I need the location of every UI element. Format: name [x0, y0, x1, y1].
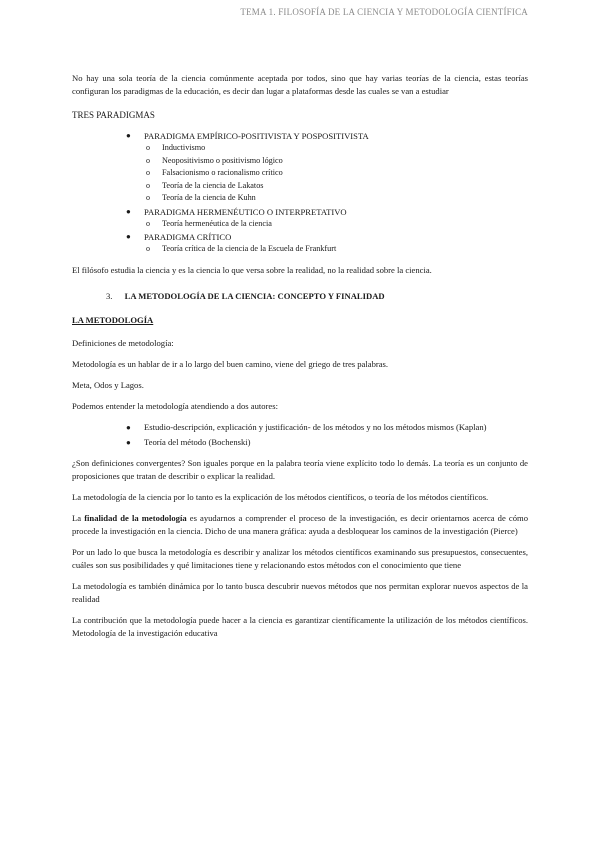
dynamic-paragraph: La metodología es también dinámica por lo tanto busca descubrir nuevos métodos que nos permitan explorar nuevos aspectos de la realidad	[72, 580, 528, 604]
sublist-text: Inductivismo	[162, 143, 206, 152]
sublist-item	[146, 167, 528, 180]
purpose-bold: finalidad de la metodología	[84, 512, 187, 523]
paradigm-sublist	[144, 218, 528, 231]
paradigm-item	[126, 231, 528, 256]
explanation-paragraph: La metodología de la ciencia por lo tanto es la explicación de los métodos científicos, o teoría de los métodos científicos.	[72, 491, 489, 502]
paradigm-sublist	[144, 142, 528, 205]
sublist-item	[146, 192, 528, 205]
philosopher-paragraph: El filósofo estudia la ciencia y es la ciencia lo que versa sobre la realidad, no la realidad sobre la ciencia.	[72, 264, 432, 275]
authors-intro: Podemos entender la metodología atendiendo a dos autores:	[72, 400, 278, 411]
running-header: TEMA 1. FILOSOFÍA DE LA CIENCIA Y METODOLOGÍA CIENTÍFICA	[240, 7, 528, 17]
section-number: 3.	[106, 290, 113, 301]
paradigm-item	[126, 130, 528, 205]
bullet-icon: ●	[126, 131, 131, 140]
sublist-text: Neopositivismo o positivismo lógico	[162, 155, 283, 165]
document-body	[72, 72, 528, 648]
circle-bullet-icon: o	[146, 193, 150, 202]
sublist-text: Teoría de la ciencia de Lakatos	[162, 180, 264, 190]
section-3-heading	[106, 291, 528, 301]
sublist-text: Teoría crítica de la ciencia de la Escuela de Frankfurt	[162, 244, 337, 253]
convergent-paragraph: ¿Son definiciones convergentes? Son iguales porque en la palabra teoría viene explícito todo lo demás. La teoría es un conjunto de proposiciones que tratan de describir o explicar la realidad.	[72, 457, 528, 481]
author-text: Estudio-descripción, explicación y justificación- de los métodos y no los métodos mismos (Kaplan)	[144, 421, 487, 432]
authors-list	[72, 421, 528, 449]
subsection-heading: LA METODOLOGÍA	[72, 314, 154, 325]
paradigms-heading: TRES PARADIGMAS	[72, 110, 155, 120]
sublist-item	[146, 243, 528, 256]
purpose-pre: La	[72, 512, 85, 523]
purpose-paragraph	[72, 512, 528, 538]
author-text: Teoría del método (Bochenski)	[144, 436, 251, 447]
sublist-text: Falsacionismo o racionalismo crítico	[162, 168, 283, 177]
contribution-paragraph: La contribución que la metodología puede hacer a la ciencia es garantizar científicamente la utilización de los métodos científicos. Metodología de la investigación educativa	[72, 614, 528, 638]
circle-bullet-icon: o	[146, 143, 150, 152]
paradigm-sublist	[144, 243, 528, 256]
sublist-item	[146, 218, 528, 231]
definitions-label: Definiciones de metodología:	[72, 337, 174, 348]
purpose-post: es ayudarnos a comprender el proceso de la investigación, es decir orientarnos acerca de cómo procede la investigación en la ciencia. Dicho de una manera gráfica: ayuda a desbloquear los caminos de la investigación (Pierce)	[72, 512, 528, 536]
paradigm-item	[126, 206, 528, 231]
etymology-paragraph: Metodología es un hablar de ir a lo largo del buen camino, viene del griego de tres palabras.	[72, 358, 389, 369]
circle-bullet-icon: o	[146, 244, 150, 253]
describe-paragraph: Por un lado lo que busca la metodología es describir y analizar los métodos científicos examinando sus presupuestos, consecuentes, cuáles son sus posibilidades y qué limitaciones tiene y relacionando estos métodos con el conocimiento que tiene	[72, 546, 528, 570]
circle-bullet-icon: o	[146, 180, 150, 190]
paradigm-label: PARADIGMA HERMENÉUTICO O INTERPRETATIVO	[144, 206, 347, 217]
circle-bullet-icon: o	[146, 168, 150, 177]
author-item	[126, 421, 528, 434]
section-title: LA METODOLOGÍA DE LA CIENCIA: CONCEPTO Y FINALIDAD	[124, 290, 385, 301]
intro-paragraph: No hay una sola teoría de la ciencia comúnmente aceptada por todos, sino que hay varias teorías de la ciencia, estas teorías configuran los paradigmas de la educación, es decir dan lugar a plataformas desde las cuales se van a estudiar	[72, 73, 528, 96]
sublist-item	[146, 142, 528, 155]
author-item	[126, 436, 528, 449]
paradigm-label: PARADIGMA EMPÍRICO-POSITIVISTA Y POSPOSITIVISTA	[144, 131, 369, 141]
greek-words: Meta, Odos y Lagos.	[72, 379, 144, 390]
bullet-icon: ●	[126, 206, 131, 216]
paradigm-label: PARADIGMA CRÍTICO	[144, 232, 232, 242]
sublist-item	[146, 155, 528, 168]
paradigms-list	[72, 130, 528, 256]
bullet-icon: ●	[126, 422, 131, 432]
sublist-item	[146, 180, 528, 193]
sublist-text: Teoría de la ciencia de Kuhn	[162, 193, 256, 202]
sublist-text: Teoría hermenéutica de la ciencia	[162, 218, 272, 228]
circle-bullet-icon: o	[146, 155, 150, 165]
bullet-icon: ●	[126, 232, 131, 241]
bullet-icon: ●	[126, 437, 131, 447]
circle-bullet-icon: o	[146, 218, 150, 228]
